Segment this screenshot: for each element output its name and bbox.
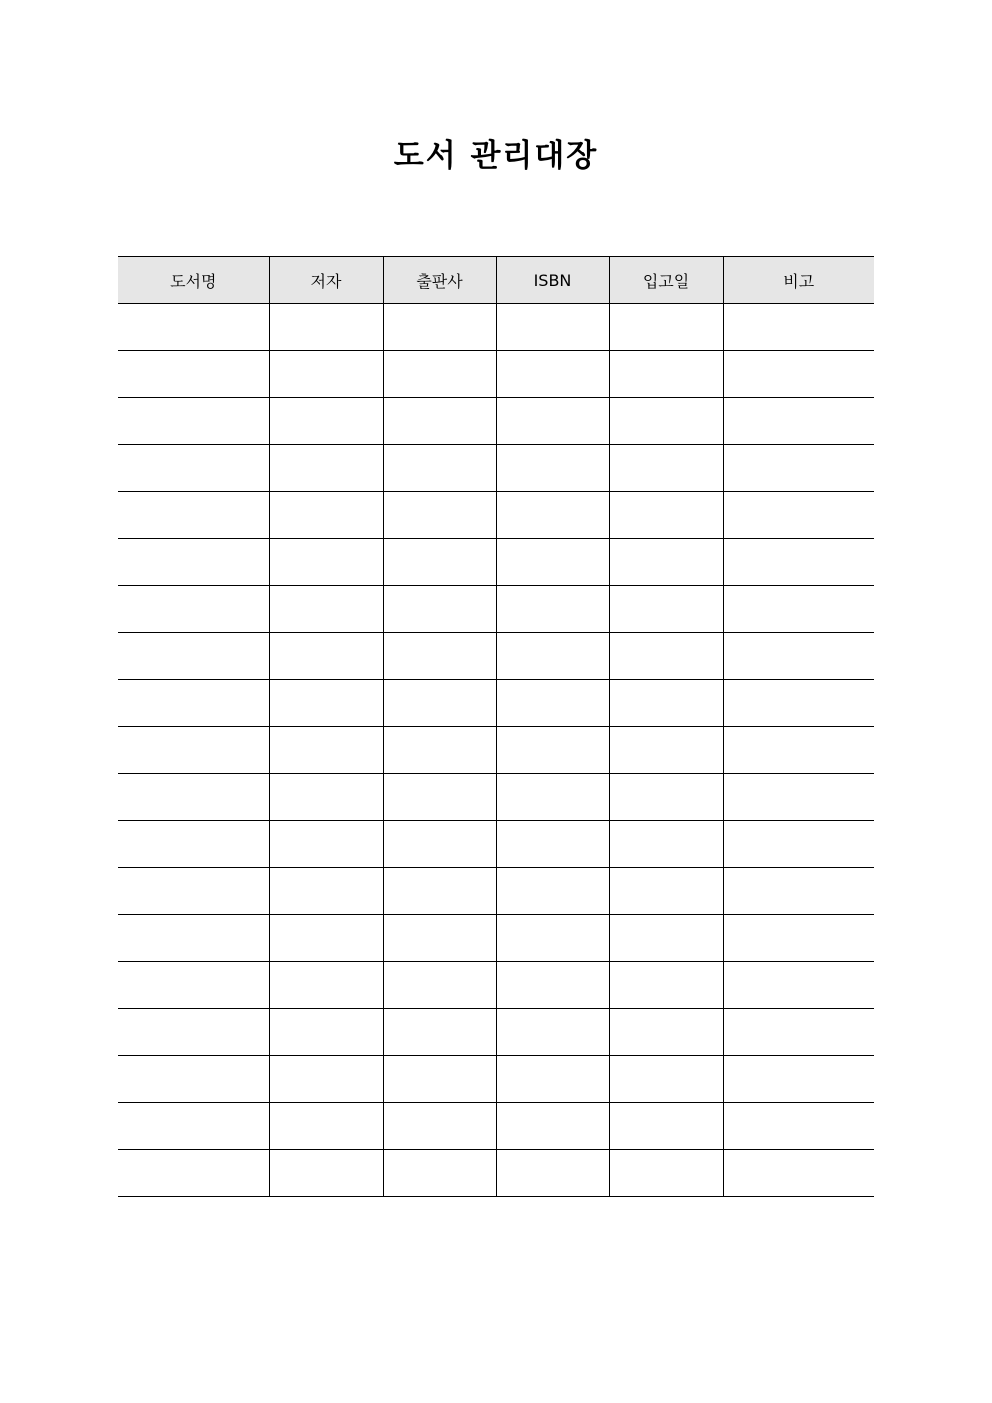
author-cell [269, 1056, 383, 1103]
isbn-cell [496, 915, 609, 962]
isbn-cell [496, 633, 609, 680]
isbn-cell [496, 1056, 609, 1103]
table-row [118, 304, 874, 351]
author-cell [269, 351, 383, 398]
author-cell [269, 915, 383, 962]
isbn-cell [496, 727, 609, 774]
table-row [118, 633, 874, 680]
column-header-publisher: 출판사 [383, 257, 496, 304]
remarks-cell [723, 821, 874, 868]
table-row [118, 1009, 874, 1056]
publisher-cell [383, 868, 496, 915]
publisher-cell [383, 774, 496, 821]
author-cell [269, 962, 383, 1009]
received-date-cell [609, 727, 723, 774]
author-cell [269, 445, 383, 492]
author-cell [269, 727, 383, 774]
column-header-author: 저자 [269, 257, 383, 304]
remarks-cell [723, 1150, 874, 1197]
title-cell [118, 915, 269, 962]
received-date-cell [609, 633, 723, 680]
column-header-remarks: 비고 [723, 257, 874, 304]
title-cell [118, 398, 269, 445]
remarks-cell [723, 445, 874, 492]
table-row [118, 492, 874, 539]
isbn-cell [496, 868, 609, 915]
publisher-cell [383, 962, 496, 1009]
author-cell [269, 1009, 383, 1056]
table-body [118, 304, 874, 1197]
publisher-cell [383, 1009, 496, 1056]
author-cell [269, 680, 383, 727]
author-cell [269, 304, 383, 351]
author-cell [269, 633, 383, 680]
received-date-cell [609, 351, 723, 398]
title-cell [118, 821, 269, 868]
table-row [118, 727, 874, 774]
publisher-cell [383, 351, 496, 398]
table-row [118, 539, 874, 586]
remarks-cell [723, 539, 874, 586]
remarks-cell [723, 633, 874, 680]
author-cell [269, 774, 383, 821]
publisher-cell [383, 492, 496, 539]
column-header-isbn: ISBN [496, 257, 609, 304]
author-cell [269, 398, 383, 445]
isbn-cell [496, 680, 609, 727]
author-cell [269, 539, 383, 586]
table-row [118, 962, 874, 1009]
publisher-cell [383, 915, 496, 962]
publisher-cell [383, 304, 496, 351]
table-row [118, 1103, 874, 1150]
remarks-cell [723, 304, 874, 351]
table-header-row [118, 257, 874, 304]
publisher-cell [383, 1103, 496, 1150]
table-row [118, 821, 874, 868]
received-date-cell [609, 1103, 723, 1150]
publisher-cell [383, 1056, 496, 1103]
table-row [118, 868, 874, 915]
isbn-cell [496, 1103, 609, 1150]
remarks-cell [723, 868, 874, 915]
isbn-cell [496, 445, 609, 492]
author-cell [269, 586, 383, 633]
publisher-cell [383, 633, 496, 680]
isbn-cell [496, 304, 609, 351]
page-title: 도서 관리대장 [393, 138, 599, 174]
table-row [118, 915, 874, 962]
remarks-cell [723, 398, 874, 445]
received-date-cell [609, 445, 723, 492]
title-cell [118, 633, 269, 680]
received-date-cell [609, 304, 723, 351]
book-ledger-table [118, 256, 874, 1197]
title-cell [118, 680, 269, 727]
received-date-cell [609, 680, 723, 727]
publisher-cell [383, 680, 496, 727]
title-cell [118, 868, 269, 915]
isbn-cell [496, 821, 609, 868]
table-row [118, 398, 874, 445]
publisher-cell [383, 727, 496, 774]
received-date-cell [609, 492, 723, 539]
title-cell [118, 1103, 269, 1150]
remarks-cell [723, 727, 874, 774]
remarks-cell [723, 492, 874, 539]
title-cell [118, 962, 269, 1009]
publisher-cell [383, 1150, 496, 1197]
isbn-cell [496, 774, 609, 821]
title-cell [118, 539, 269, 586]
received-date-cell [609, 774, 723, 821]
author-cell [269, 1150, 383, 1197]
received-date-cell [609, 962, 723, 1009]
received-date-cell [609, 915, 723, 962]
title-cell [118, 351, 269, 398]
received-date-cell [609, 868, 723, 915]
title-cell [118, 304, 269, 351]
title-cell [118, 1009, 269, 1056]
title-cell [118, 586, 269, 633]
author-cell [269, 1103, 383, 1150]
title-cell [118, 1056, 269, 1103]
table-row [118, 680, 874, 727]
author-cell [269, 868, 383, 915]
remarks-cell [723, 1009, 874, 1056]
isbn-cell [496, 492, 609, 539]
title-cell [118, 774, 269, 821]
remarks-cell [723, 962, 874, 1009]
remarks-cell [723, 1103, 874, 1150]
received-date-cell [609, 539, 723, 586]
table-row [118, 586, 874, 633]
table-row [118, 351, 874, 398]
remarks-cell [723, 351, 874, 398]
remarks-cell [723, 1056, 874, 1103]
isbn-cell [496, 1009, 609, 1056]
publisher-cell [383, 398, 496, 445]
author-cell [269, 821, 383, 868]
publisher-cell [383, 586, 496, 633]
received-date-cell [609, 586, 723, 633]
remarks-cell [723, 586, 874, 633]
title-cell [118, 492, 269, 539]
table-row [118, 445, 874, 492]
publisher-cell [383, 821, 496, 868]
received-date-cell [609, 1150, 723, 1197]
author-cell [269, 492, 383, 539]
isbn-cell [496, 962, 609, 1009]
received-date-cell [609, 821, 723, 868]
publisher-cell [383, 445, 496, 492]
remarks-cell [723, 915, 874, 962]
column-header-received-date: 입고일 [609, 257, 723, 304]
received-date-cell [609, 1009, 723, 1056]
title-cell [118, 727, 269, 774]
isbn-cell [496, 539, 609, 586]
isbn-cell [496, 586, 609, 633]
table-row [118, 774, 874, 821]
received-date-cell [609, 398, 723, 445]
isbn-cell [496, 351, 609, 398]
table-row [118, 1056, 874, 1103]
column-header-title: 도서명 [118, 257, 269, 304]
remarks-cell [723, 774, 874, 821]
publisher-cell [383, 539, 496, 586]
isbn-cell [496, 1150, 609, 1197]
isbn-cell [496, 398, 609, 445]
remarks-cell [723, 680, 874, 727]
title-cell [118, 445, 269, 492]
received-date-cell [609, 1056, 723, 1103]
title-cell [118, 1150, 269, 1197]
table-row [118, 1150, 874, 1197]
